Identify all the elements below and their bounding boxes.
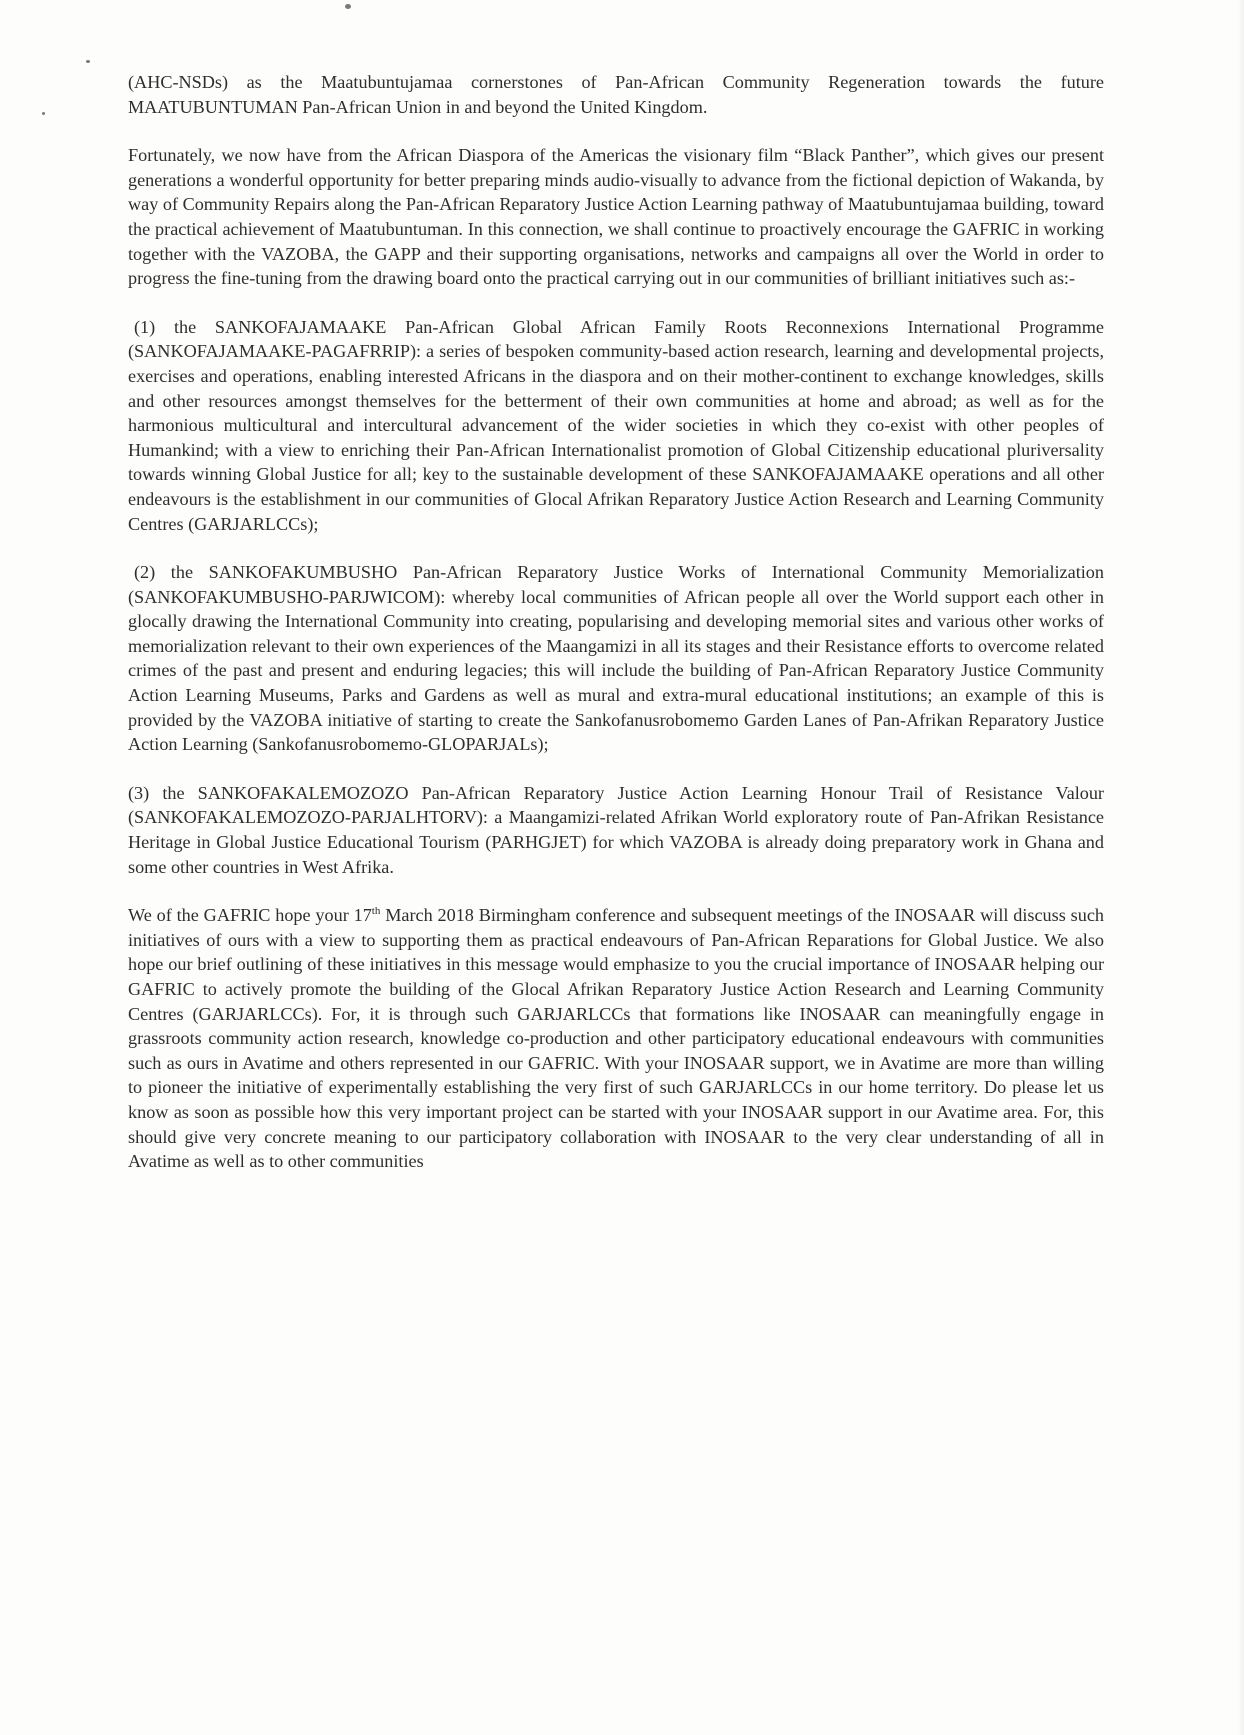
scan-edge-shadow <box>1238 0 1244 1735</box>
ordinal-suffix: th <box>371 905 381 918</box>
paragraph-closing <box>128 903 1104 1174</box>
scan-speck-left-2 <box>42 112 45 115</box>
initiative-sankofakumbusho: (2) the SANKOFAKUMBUSHO Pan-African Reparatory Justice Works of International Community Memorialization (SANKOFAKUMBUSHO-PARJWICOM): whereby local communities of African people all over the World support each other in glocally drawing the International Community into creating, popularising and developing memorial sites and various other works of memorialization relevant to their own experiences of the Maangamizi in all its stages and their Resistance efforts to overcome related crimes of the past and present and enduring legacies; this will include the building of Pan-African Reparatory Justice Community Action Learning Museums, Parks and Gardens as well as mural and extra-mural educational institutions; an example of this is provided by the VAZOBA initiative of starting to create the Sankofanusrobomemo Garden Lanes of Pan-Afrikan Reparatory Justice Action Learning (Sankofanusrobomemo-GLOPARJALs); <box>128 562 1104 755</box>
closing-text-rest: March 2018 Birmingham conference and subsequent meetings of the INOSAAR will discuss such initiatives of ours with a view to supporting them as practical endeavours of Pan-African Reparations for Global Justice. We also hope our brief outlining of these initiatives in this message would emphasize to you the crucial importance of INOSAAR helping our GAFRIC to actively promote the building of the Glocal Afrikan Reparatory Justice Action Research and Learning Community Centres (GARJARLCCs). For, it is through such GARJARLCCs that formations like INOSAAR can meaningfully engage in grassroots community action research, knowledge co-production and other participatory educational endeavours with communities such as ours in Avatime and others represented in our GAFRIC. With your INOSAAR support, we in Avatime are more than willing to pioneer the initiative of experimentally establishing the very first of such GARJARLCCs in our home territory. Do please let us know as soon as possible how this very important project can be started with your INOSAAR support in our Avatime area. For, this should give very concrete meaning to our participatory collaboration with INOSAAR to the very clear understanding of all in Avatime as well as to other communities <box>128 905 1104 1172</box>
closing-text-start: We of the GAFRIC hope your 17 <box>128 905 372 926</box>
paragraph-intro: (AHC-NSDs) as the Maatubuntujamaa cornerstones of Pan-African Community Regeneration towards the future MAATUBUNTUMAN Pan-African Union in and beyond the United Kingdom. <box>128 72 1104 117</box>
letter-body <box>128 70 1104 1198</box>
paragraph-black-panther: Fortunately, we now have from the African Diaspora of the Americas the visionary film “Black Panther”, which gives our present generations a wonderful opportunity for better preparing minds audio-visually to advance from the fictional depiction of Wakanda, by way of Community Repairs along the Pan-African Reparatory Justice Action Learning pathway of Maatubuntujamaa building, toward the practical achievement of Maatubuntuman. In this connection, we shall continue to proactively encourage the GAFRIC in working together with the VAZOBA, the GAPP and their supporting organisations, networks and campaigns all over the World in order to progress the fine-tuning from the drawing board onto the practical carrying out in our communities of brilliant initiatives such as:- <box>128 145 1104 289</box>
initiative-sankofakalemozozo: (3) the SANKOFAKALEMOZOZO Pan-African Reparatory Justice Action Learning Honour Trail of Resistance Valour (SANKOFAKALEMOZOZO-PARJALHTORV): a Maangamizi-related Afrikan World exploratory route of Pan-Afrikan Resistance Heritage in Global Justice Educational Tourism (PARHGJET) for which VAZOBA is already doing preparatory work in Ghana and some other countries in West Afrika. <box>128 782 1104 877</box>
scan-speck-left-1 <box>86 60 90 63</box>
scan-speck-top <box>345 4 351 9</box>
initiative-sankofajamaake: (1) the SANKOFAJAMAAKE Pan-African Global African Family Roots Reconnexions International Programme (SANKOFAJAMAAKE-PAGAFRRIP): a series of bespoken community-based action research, learning and developmental projects, exercises and operations, enabling interested Africans in the diaspora and on their mother-continent to exchange knowledges, skills and other resources amongst themselves for the betterment of their own communities at home and abroad; as well as for the harmonious multicultural and intercultural advancement of the wider societies in which they co-exist with other peoples of Humankind; with a view to enriching their Pan-African Internationalist promotion of Global Citizenship educational pluriversality towards winning Global Justice for all; key to the sustainable development of these SANKOFAJAMAAKE operations and all other endeavours is the establishment in our communities of Glocal Afrikan Reparatory Justice Action Research and Learning Community Centres (GARJARLCCs); <box>128 316 1104 534</box>
